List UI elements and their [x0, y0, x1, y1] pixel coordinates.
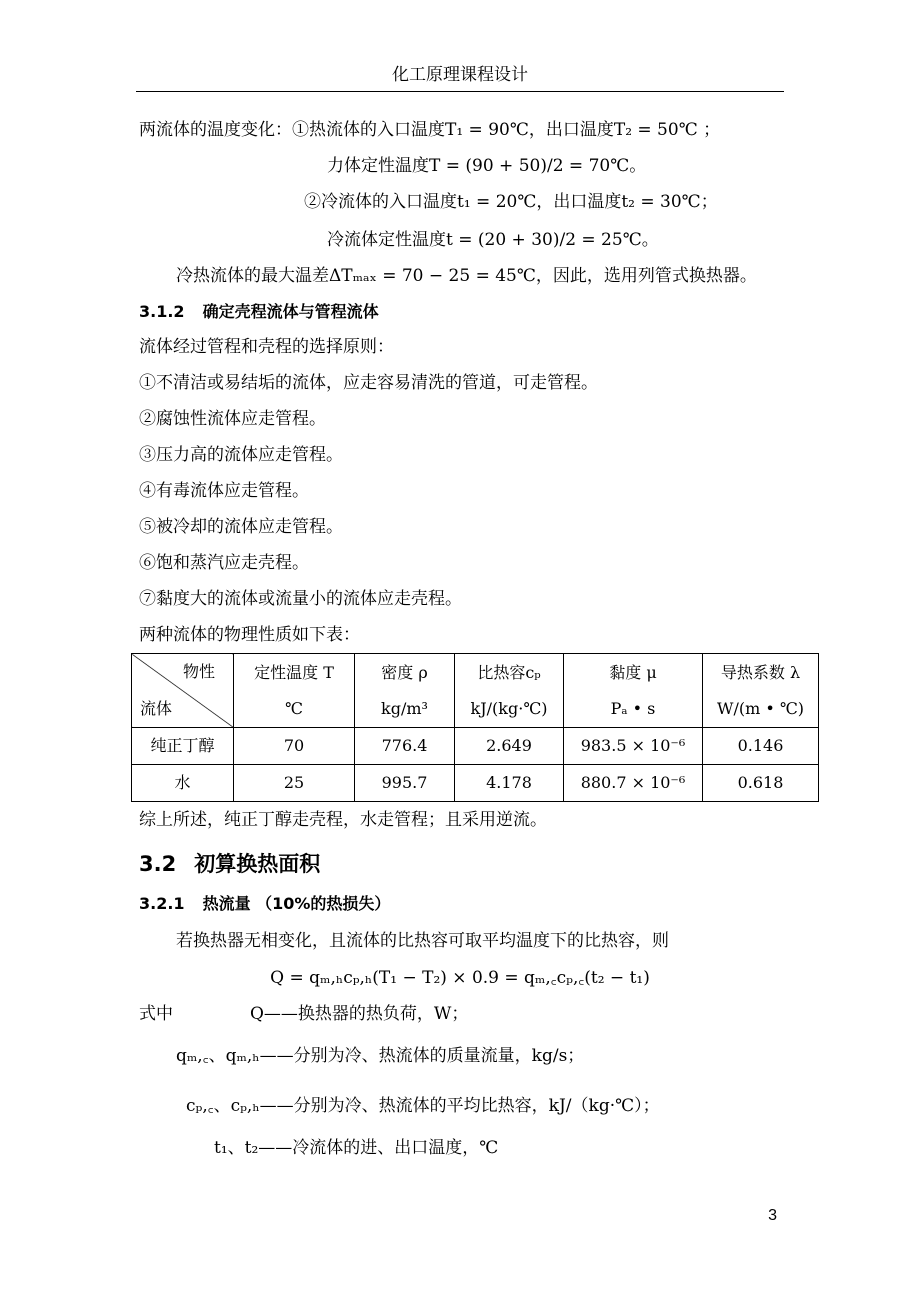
temp-cell: 25 [234, 765, 355, 802]
temp-cell: 70 [234, 728, 355, 765]
header-cell [355, 654, 455, 728]
header-name: 密度 ρ [381, 662, 428, 682]
viscosity-cell: 983.5 × 10⁻⁶ [564, 728, 703, 765]
header-unit: kg/m³ [381, 698, 428, 718]
header-cell [234, 654, 355, 728]
section-title: 确定壳程流体与管程流体 [202, 302, 379, 321]
page-header-title: 化工原理课程设计 [392, 65, 528, 85]
selection-intro: 流体经过管程和壳程的选择原则： [139, 337, 394, 357]
table-header-row [132, 654, 819, 728]
fluid-name: 纯正丁醇 [132, 728, 234, 765]
rule-item: ①不清洁或易结垢的流体，应走容易清洗的管道，可走管程。 [139, 373, 598, 393]
header-cell [455, 654, 564, 728]
table-row [132, 765, 819, 802]
fluid-name: 水 [132, 765, 234, 802]
temperature-change-line-1: 两流体的温度变化：①热流体的入口温度T₁ = 90℃，出口温度T₂ = 50℃ ； [139, 120, 721, 140]
cold-fluid-temps: ②冷流体的入口温度t₁ = 20℃，出口温度t₂ = 30℃； [304, 192, 718, 212]
rule-item: ④有毒流体应走管程。 [139, 481, 309, 501]
rule-item: ⑦黏度大的流体或流量小的流体应走壳程。 [139, 589, 462, 609]
section-heading-3-2-1 [139, 893, 390, 915]
cold-fluid-mean-temp: 冷流体定性温度t = (20 + 30)/2 = 25℃。 [327, 230, 659, 250]
physical-properties-table [131, 653, 819, 802]
table-caption: 两种流体的物理性质如下表： [139, 625, 360, 645]
density-cell: 995.7 [355, 765, 455, 802]
rule-item: ②腐蚀性流体应走管程。 [139, 409, 326, 429]
max-temp-difference: 冷热流体的最大温差ΔTₘₐₓ = 70 − 25 = 45℃，因此，选用列管式换热器。 [176, 266, 757, 286]
table-row [132, 728, 819, 765]
header-cell [703, 654, 819, 728]
where-label: 式中 [139, 1004, 173, 1024]
heat-balance-formula: Q = qₘ,ₕcₚ,ₕ(T₁ − T₂) × 0.9 = qₘ,꜀cₚ,꜀(t₂ − t₁) [270, 968, 650, 988]
conclusion: 综上所述，纯正丁醇走壳程，水走管程；且采用逆流。 [139, 810, 547, 830]
rule-item: ⑥饱和蒸汽应走壳程。 [139, 553, 309, 573]
density-cell: 776.4 [355, 728, 455, 765]
header-cell [564, 654, 703, 728]
section-title: 热流量 （10%的热损失） [202, 894, 391, 913]
rule-item: ⑤被冷却的流体应走管程。 [139, 517, 343, 537]
header-unit: W/(m • ℃) [717, 698, 804, 718]
rule-item: ③压力高的流体应走管程。 [139, 445, 343, 465]
section-heading-3-2 [139, 850, 320, 878]
heat-flow-intro: 若换热器无相变化，且流体的比热容可取平均温度下的比热容，则 [176, 931, 669, 951]
section-number: 3.2.1 [139, 894, 185, 913]
section-number: 3.1.2 [139, 302, 185, 321]
hot-fluid-mean-temp: 力体定性温度T = (90 + 50)/2 = 70℃。 [327, 156, 647, 176]
header-rule [136, 91, 784, 92]
cp-cell: 2.649 [455, 728, 564, 765]
section-heading-3-1-2 [139, 301, 379, 323]
section-number: 3.2 [139, 852, 177, 876]
viscosity-cell: 880.7 × 10⁻⁶ [564, 765, 703, 802]
definition-line: Q——换热器的热负荷，W； [250, 1004, 469, 1024]
conductivity-cell: 0.618 [703, 765, 819, 802]
section-title: 初算换热面积 [194, 852, 321, 876]
header-unit: Pₐ • s [610, 698, 656, 718]
definition-line: t₁、t₂——冷流体的进、出口温度，℃ [214, 1138, 499, 1158]
page-number: 3 [768, 1207, 777, 1224]
cp-cell: 4.178 [455, 765, 564, 802]
header-name: 黏度 μ [609, 662, 657, 682]
conductivity-cell: 0.146 [703, 728, 819, 765]
header-unit: kJ/(kg·℃) [470, 698, 548, 718]
header-name: 导热系数 λ [720, 662, 801, 682]
definition-line: qₘ,꜀、qₘ,ₕ——分别为冷、热流体的质量流量，kg/s； [176, 1046, 585, 1066]
corner-property-label: 物性 [182, 662, 215, 681]
definition-line: cₚ,꜀、cₚ,ₕ——分别为冷、热流体的平均比热容，kJ/（kg·℃）； [186, 1096, 660, 1116]
header-unit: ℃ [285, 698, 303, 718]
corner-fluid-label: 流体 [140, 699, 173, 718]
header-name: 比热容cₚ [477, 662, 541, 682]
header-name: 定性温度 T [254, 662, 334, 682]
table-corner-cell [132, 654, 234, 728]
